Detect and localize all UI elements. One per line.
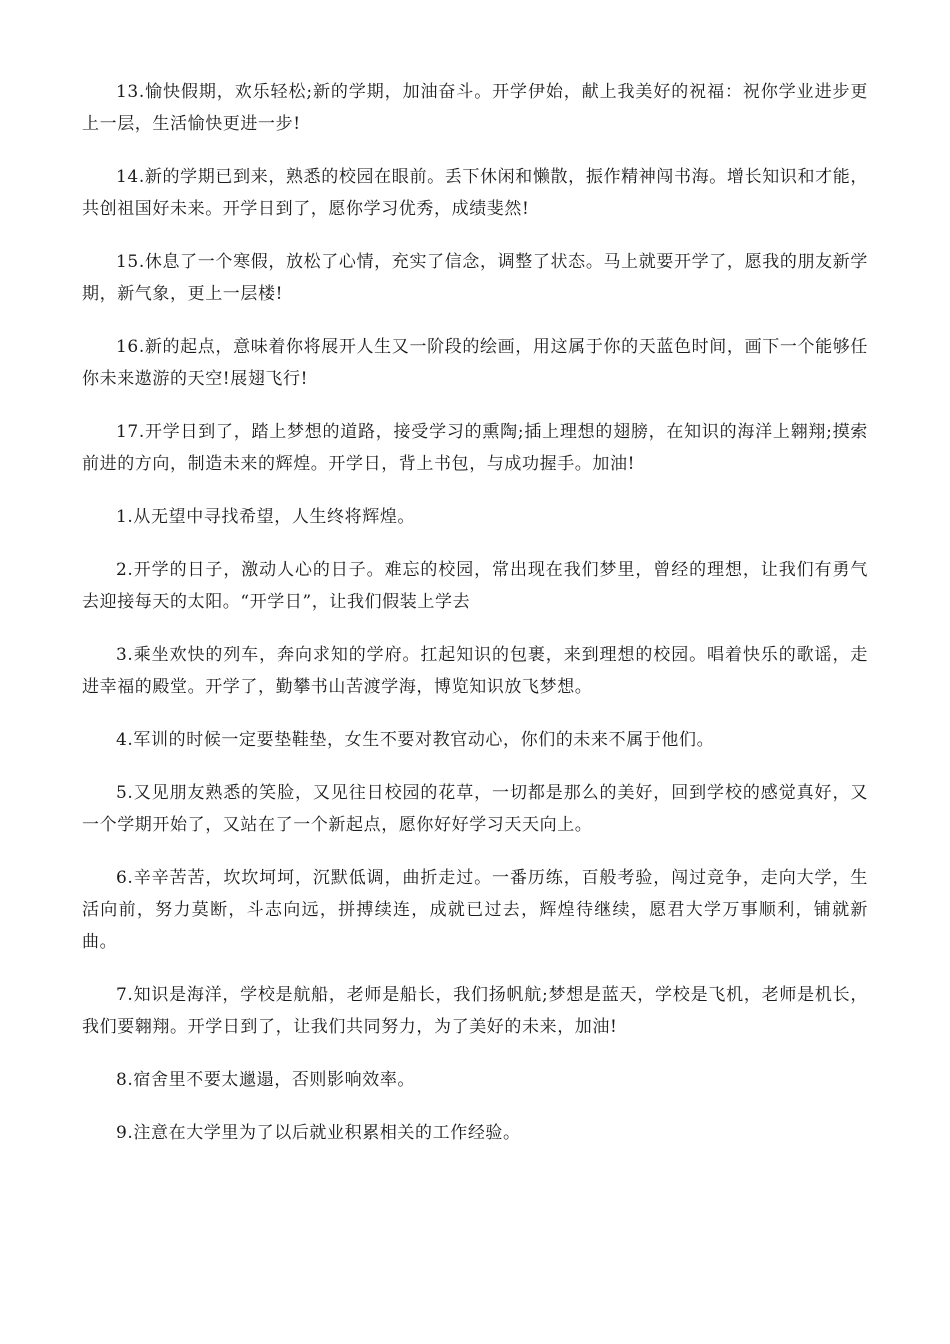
- paragraph-3: 3.乘坐欢快的列车，奔向求知的学府。扛起知识的包裹，来到理想的校园。唱着快乐的歌谣，走进幸福的殿堂。开学了，勤攀书山苦渡学海，博览知识放飞梦想。: [82, 645, 868, 697]
- paragraph-7: 7.知识是海洋，学校是航船，老师是船长，我们扬帆航;梦想是蓝天，学校是飞机，老师是机长，我们要翱翔。开学日到了，让我们共同努力，为了美好的未来，加油!: [82, 985, 868, 1037]
- paragraph-1: 1.从无望中寻找希望，人生终将辉煌。: [116, 507, 416, 527]
- paragraph-13: 13.愉快假期，欢乐轻松;新的学期，加油奋斗。开学伊始，献上我美好的祝福：祝你学业进步更上一层，生活愉快更进一步!: [82, 82, 868, 134]
- paragraph-17: 17.开学日到了，踏上梦想的道路，接受学习的熏陶;插上理想的翅膀，在知识的海洋上翱翔;摸索前进的方向，制造未来的辉煌。开学日，背上书包，与成功握手。加油!: [82, 422, 868, 474]
- paragraph-16: 16.新的起点，意味着你将展开人生又一阶段的绘画，用这属于你的天蓝色时间，画下一个能够任你未来遨游的天空!展翅飞行!: [82, 337, 868, 389]
- paragraph-15: 15.休息了一个寒假，放松了心情，充实了信念，调整了状态。马上就要开学了，愿我的朋友新学期，新气象，更上一层楼!: [82, 252, 868, 304]
- paragraph-8: 8.宿舍里不要太邋遢，否则影响效率。: [116, 1070, 416, 1090]
- paragraph-14: 14.新的学期已到来，熟悉的校园在眼前。丢下休闲和懒散，振作精神闯书海。增长知识和才能，共创祖国好未来。开学日到了，愿你学习优秀，成绩斐然!: [82, 167, 868, 219]
- paragraph-6: 6.辛辛苦苦，坎坎坷坷，沉默低调，曲折走过。一番历练，百般考验，闯过竞争，走向大学，生活向前，努力莫断，斗志向远，拼搏续连，成就已过去，辉煌待继续，愿君大学万事顺利，铺就新曲。: [82, 868, 868, 952]
- document-body: [82, 76, 868, 1170]
- paragraph-4: 4.军训的时候一定要垫鞋垫，女生不要对教官动心，你们的未来不属于他们。: [116, 730, 715, 750]
- paragraph-9: 9.注意在大学里为了以后就业积累相关的工作经验。: [116, 1123, 521, 1143]
- paragraph-5: 5.又见朋友熟悉的笑脸，又见往日校园的花草，一切都是那么的美好，回到学校的感觉真好，又一个学期开始了，又站在了一个新起点，愿你好好学习天天向上。: [82, 783, 868, 835]
- paragraph-2: 2.开学的日子，激动人心的日子。难忘的校园，常出现在我们梦里，曾经的理想，让我们有勇气去迎接每天的太阳。“开学日”，让我们假装上学去: [82, 560, 868, 612]
